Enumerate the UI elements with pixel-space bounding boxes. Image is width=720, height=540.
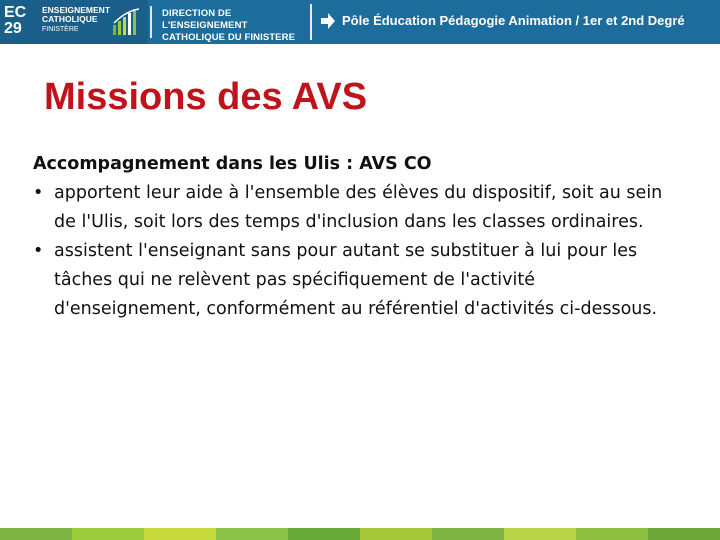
direction-label: DIRECTION DE L'ENSEIGNEMENT CATHOLIQUE DU FINISTERE	[162, 8, 296, 43]
arrow-right-icon	[320, 12, 336, 30]
stripe-segment	[72, 528, 144, 540]
stripe-segment	[288, 528, 360, 540]
logo-bars-icon	[112, 7, 142, 37]
stripe-segment	[432, 528, 504, 540]
bullet-list	[33, 179, 683, 324]
list-item	[33, 237, 683, 324]
stripe-segment	[648, 528, 720, 540]
header-divider	[150, 6, 152, 38]
stripe-segment	[576, 528, 648, 540]
list-item	[33, 179, 683, 237]
logo-wordmark: ENSEIGNEMENT CATHOLIQUE FINISTÈRE	[42, 5, 111, 33]
header-banner	[0, 0, 720, 44]
stripe-segment	[504, 528, 576, 540]
bullet-text: apportent leur aide à l'ensemble des élèves du dispositif, soit au sein de l'Ulis, soit lors des temps d'inclusion dans les classes ordinaires.	[54, 183, 663, 232]
ec29-logo[interactable]	[0, 0, 148, 44]
footer-stripe	[0, 528, 720, 540]
bullet-text: assistent l'enseignant sans pour autant se substituer à lui pour les tâches qui ne relèvent pas spécifiquement de l'activité d'enseignement, conformément au référentiel d'activités ci-dessous.	[54, 241, 658, 319]
stripe-segment	[144, 528, 216, 540]
slide-content	[33, 150, 683, 324]
subheading: Accompagnement dans les Ulis : AVS CO	[33, 154, 432, 174]
pole-label[interactable]: Pôle Éducation Pédagogie Animation / 1er et 2nd Degré	[342, 13, 685, 28]
stripe-segment	[0, 528, 72, 540]
slide-title: Missions des AVS	[44, 76, 368, 118]
bullet-icon: •	[33, 241, 44, 261]
header-divider-2	[310, 4, 312, 40]
logo-code: EC 29	[4, 4, 27, 37]
bullet-icon: •	[33, 183, 44, 203]
stripe-segment	[216, 528, 288, 540]
stripe-segment	[360, 528, 432, 540]
